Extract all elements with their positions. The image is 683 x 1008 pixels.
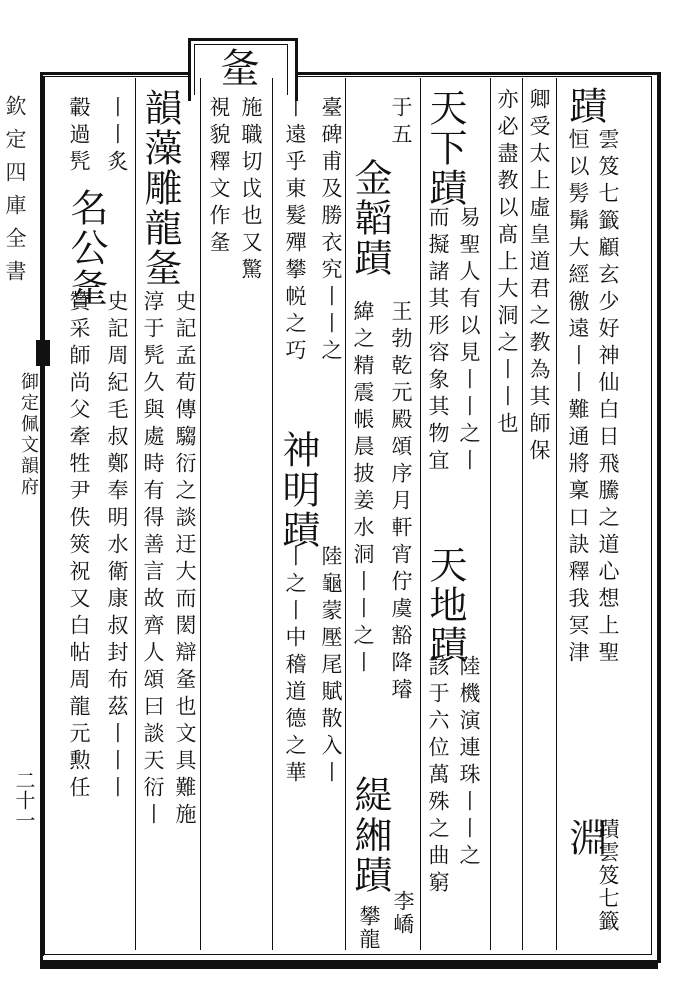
column-rule <box>420 78 421 950</box>
column-rule <box>272 78 273 950</box>
entry-text: 丨之丨中稽道德之華 <box>283 545 307 788</box>
side-book-title: 御定佩文韻府 <box>18 372 39 498</box>
entry-text: 而擬諸其形容象其物宜 <box>426 206 450 476</box>
entry-heading: 天下蹟 <box>423 88 467 208</box>
column-rule <box>490 78 491 950</box>
column-rule <box>522 78 523 950</box>
entry-text: 丨遠乎東髮殫攀帨之巧 <box>283 96 307 366</box>
entry-heading: 韻藻雕龍㚅 <box>138 88 182 288</box>
entry-text: 易聖人有以見丨丨之丨 <box>457 206 481 476</box>
entry-text: 淳于髠久與處時有得善言故齊人頌曰談天衍丨 <box>141 290 165 830</box>
entry-text: 臺碑甫及勝衣究丨丨之 <box>319 96 343 366</box>
column-rule <box>345 78 346 950</box>
entry-text: 視貌釋文作㚅 <box>207 96 231 258</box>
entry-heading: 淵 <box>563 818 607 858</box>
entry-heading: 緹緗蹟 <box>348 775 392 895</box>
entry-text: 丨丨炙 <box>105 96 129 177</box>
side-block <box>36 340 50 366</box>
entry-text: 轂過髠 <box>67 96 91 177</box>
entry-source: 蹟雲笈七籤 <box>596 818 620 933</box>
entry-text: 卿受太上虛皇道君之教為其師保 <box>527 88 551 466</box>
entry-text: 贊采師尚父牽牲尹佚筴祝又白帖周龍元勲任 <box>67 290 91 803</box>
entry-text: 施職切戉也又驚 <box>239 96 263 285</box>
entry-text: 王勃乾元殿頌序月軒宵佇虞豁降璿 <box>389 300 413 705</box>
entry-text: 于五 <box>389 96 413 150</box>
header-tab-char: 㚅 <box>220 46 260 92</box>
column-rule <box>200 78 201 950</box>
gutter-rule-top <box>42 76 44 346</box>
entry-text: 該于六位萬殊之曲窮 <box>426 655 450 898</box>
entry-heading: 天地蹟 <box>423 545 467 665</box>
side-title: 欽定四庫全書 <box>3 95 27 293</box>
column-rule <box>135 78 136 950</box>
gutter-rule-bottom <box>42 366 44 956</box>
entry-text: 恒以髣髴大經徼遠丨丨難通將稟口訣釋我冥津 <box>566 128 590 668</box>
entry-text: 亦必盡教以髙上大洞之丨丨也 <box>495 88 519 439</box>
entry-text: 陸龜蒙壓尾賦散入丨 <box>319 545 343 788</box>
entry-heading: 蹟 <box>563 86 607 126</box>
bottom-rule <box>40 963 658 969</box>
entry-text: 陸機演連珠丨丨之 <box>457 655 481 871</box>
page-number: 二十一 <box>12 770 36 830</box>
entry-heading: 金韜蹟 <box>348 158 392 278</box>
entry-text: 緯之精震帳晨披姜水洞丨丨之丨 <box>351 300 375 678</box>
entry-text: 史記周紀毛叔鄭奉明水衛康叔封布茲丨丨丨 <box>105 290 129 803</box>
entry-source: 攀龍 <box>357 905 381 951</box>
entry-heading: 神明蹟 <box>276 430 320 550</box>
entry-heading: 名公㚅 <box>64 188 108 308</box>
entry-source: 李嶠 <box>391 890 415 936</box>
entry-text: 雲笈七籤顧玄少好神仙白日飛騰之道心想上聖 <box>596 128 620 668</box>
column-rule <box>556 78 557 950</box>
entry-text: 史記孟荀傳騶衍之談迂大而閎辯㚅也文具難施 <box>173 290 197 830</box>
